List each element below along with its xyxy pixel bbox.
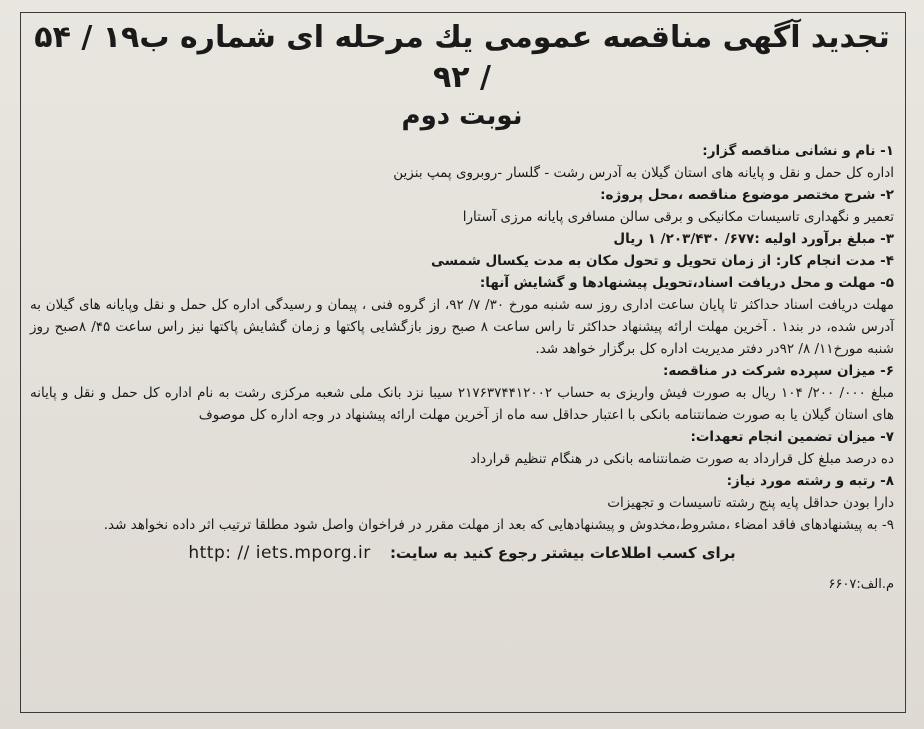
reference-number: م.الف:۶۶۰۷ (828, 577, 894, 592)
section-heading: ۲- شرح مختصر موضوع مناقصه ،محل پروژه: (600, 187, 894, 203)
section-4 (30, 250, 894, 272)
section-body: تعمیر و نگهداری تاسیسات مکانیکی و برقی سالن مسافری پایانه مرزی آستارا (462, 209, 894, 225)
section-body: مبلغ ۰۰۰/ ۲۰۰/ ۱۰۴ ریال به صورت فیش واریزی به حساب ۲۱۷۶۳۷۴۴۱۲۰۰۲ سیبا نزد بانک ملی شعبه مرکزی رشت به نام اداره کل حمل و نقل و پایانه های استان گیلان یا به صورت ضمانتنامه بانکی با اعتبار حداقل سه ماه از آخرین مهلت ارائه پیشنهاد در وجه اداره کل موصوف (30, 385, 894, 423)
section-heading: ۶- میزان سپرده شرکت در مناقصه: (662, 363, 894, 379)
notice-content (30, 18, 894, 719)
section-heading: ۷- میزان تضمین انجام تعهدات: (690, 429, 894, 445)
section-heading: ۸- رتبه و رشته مورد نیاز: (726, 473, 894, 489)
section-2 (30, 184, 894, 228)
notice-title: تجدید آگهی مناقصه عمومی یك مرحله ای شماره ب۱۹ / ۵۴ / ۹۲ (34, 20, 890, 95)
section-1 (30, 140, 894, 184)
section-3 (30, 228, 894, 250)
section-9 (30, 514, 894, 536)
section-heading: ۵- مهلت و محل دریافت اسناد،تحویل پیشنهادها و گشایش آنها: (479, 275, 894, 291)
section-body: اداره کل حمل و نقل و پایانه های استان گیلان به آدرس رشت - گلسار -روبروی پمپ بنزین (393, 165, 894, 181)
section-body: دارا بودن حداقل پایه پنج رشته تاسیسات و تجهیزات (607, 495, 894, 511)
section-heading: ۴- مدت انجام کار: از زمان تحویل و تحول مکان به مدت یکسال شمسی (431, 253, 894, 269)
website-label: برای کسب اطلاعات بیشتر رجوع کنید به سایت: (389, 544, 736, 562)
section-5 (30, 272, 894, 360)
section-body: مهلت دریافت اسناد حداکثر تا پایان ساعت اداری روز سه شنبه مورخ ۳۰/ ۷/ ۹۲، از گروه فنی ، پیمان و رسیدگی اداره کل حمل و نقل وپایانه های گیلان به آدرس شده، در بند۱ . آخرین مهلت ارائه پیشنهاد حداکثر تا راس ساعت ۸ صبح روز بازگشایی پاکتها و زمان گشایش پاکتها نیز راس ساعت ۴۵/ ۸صبح روز شنبه مورخ۱۱/ ۸/ ۹۲در دفتر مدیریت اداره کل برگزار خواهد شد. (30, 297, 894, 357)
section-heading: ۱- نام و نشانی مناقصه گزار: (702, 143, 894, 159)
section-8 (30, 470, 894, 514)
section-6 (30, 360, 894, 426)
website-url[interactable]: http: // iets.mporg.ir (188, 543, 371, 563)
section-body: ۹- به پیشنهادهای فاقد امضاء ،مشروط،مخدوش و پیشنهادهایی که بعد از مهلت مقرر در فراخوان واصل شود مطلقا ترتیب اثر داده نخواهد شد. (103, 517, 894, 533)
section-7 (30, 426, 894, 470)
section-body: ده درصد مبلغ کل قرارداد به صورت ضمانتنامه بانکی در هنگام تنظیم قرارداد (470, 451, 894, 467)
section-heading: ۳- مبلغ برآورد اولیه :۶۷۷/ ۲۰۳/۴۳۰/ ۱ ریال (613, 231, 894, 247)
notice-subtitle: نوبت دوم (401, 101, 523, 131)
website-line (30, 538, 894, 568)
